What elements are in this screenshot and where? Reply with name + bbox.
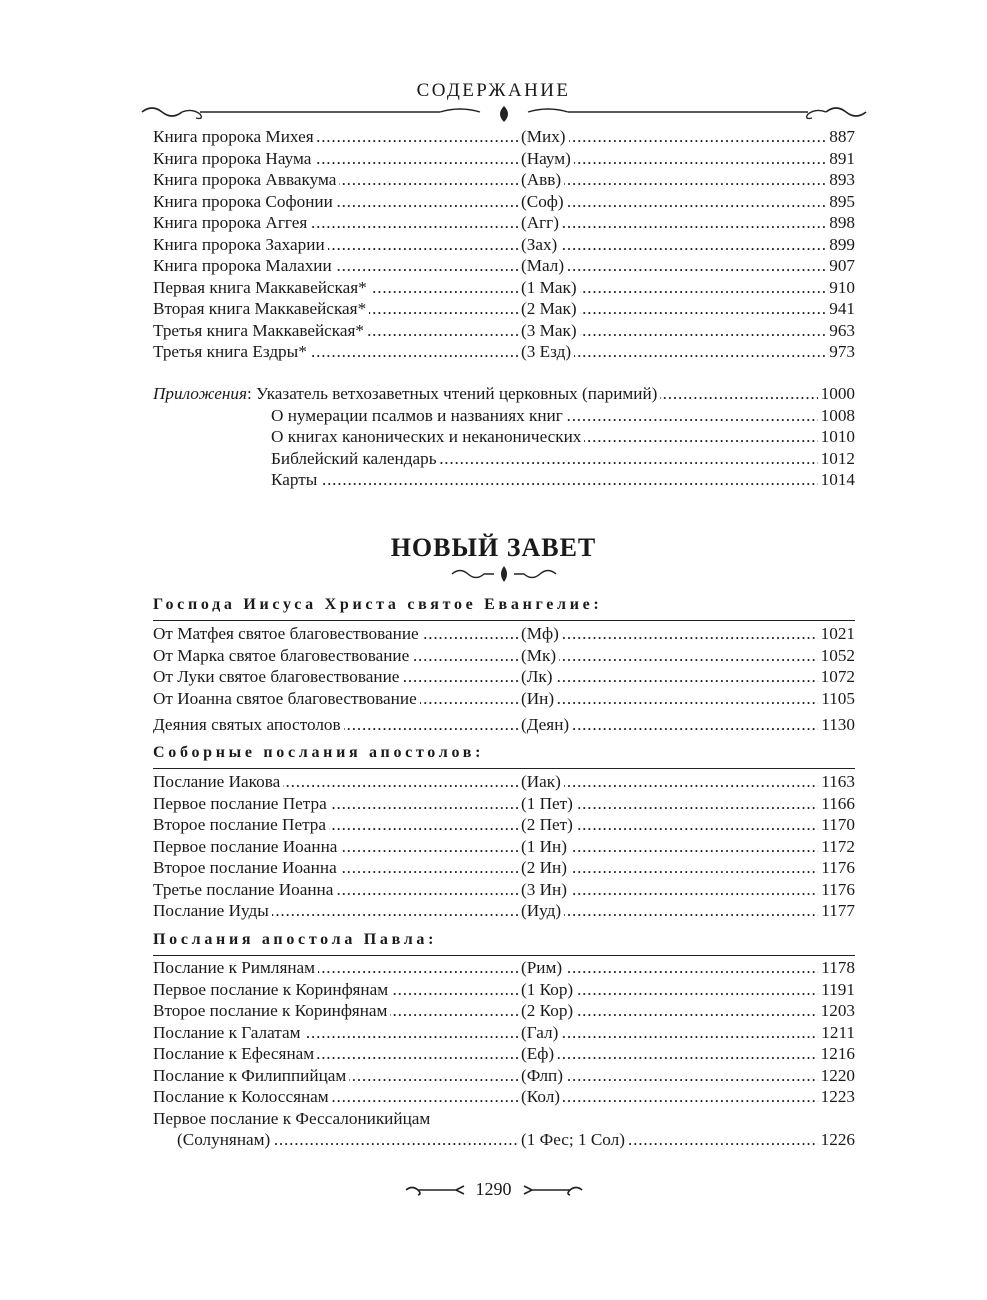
toc-entry xyxy=(153,836,855,858)
entry-page: 1163 xyxy=(818,771,855,793)
entry-title: Послание к Филиппийцам xyxy=(153,1065,349,1087)
catholic-epistles-heading: Соборные послания апостолов: xyxy=(153,744,485,761)
entry-abbreviation: (Иак) xyxy=(521,771,564,793)
entry-page: 1010 xyxy=(818,426,855,448)
entry-abbreviation: (Лк) xyxy=(521,666,555,688)
dot-leader xyxy=(521,879,855,901)
pauline-epistles-list xyxy=(153,957,855,1151)
entry-title: От Луки святое благовествование xyxy=(153,666,402,688)
entry-title: Указатель ветхозаветных чтений церковных (паримий) xyxy=(256,384,658,403)
toc-entry-multiline-cont xyxy=(153,1129,855,1151)
entry-page: 1176 xyxy=(818,879,855,901)
acts-entry-block xyxy=(153,714,855,736)
dot-leader xyxy=(521,212,855,234)
entry-page: 895 xyxy=(826,191,855,213)
entry-title: Первая книга Маккавейская* xyxy=(153,277,370,299)
entry-abbreviation: (Наум) xyxy=(521,148,574,170)
entry-abbreviation: (Гал) xyxy=(521,1022,561,1044)
new-testament-title: НОВЫЙ ЗАВЕТ xyxy=(390,533,597,562)
entry-page: 1130 xyxy=(818,714,855,736)
catholic-epistles-rule xyxy=(153,768,855,769)
entry-title: Первое послание к Коринфянам xyxy=(153,979,391,1001)
entry-abbreviation: (Иуд) xyxy=(521,900,564,922)
dot-leader xyxy=(521,1065,855,1087)
entry-title: Книга пророка Наума xyxy=(153,148,314,170)
entry-page: 1052 xyxy=(818,645,855,667)
dot-leader xyxy=(521,957,855,979)
entry-page: 910 xyxy=(826,277,855,299)
entry-abbreviation: (Зах) xyxy=(521,234,560,256)
appendix-entry xyxy=(153,448,855,470)
entry-abbreviation: (Флп) xyxy=(521,1065,566,1087)
toc-entry xyxy=(153,126,855,148)
dot-leader xyxy=(521,857,855,879)
gospels-list xyxy=(153,623,855,709)
entry-title: Второе послание Петра xyxy=(153,814,329,836)
entry-title: Второе послание к Коринфянам xyxy=(153,1000,390,1022)
entry-page: 941 xyxy=(826,298,855,320)
dot-leader xyxy=(521,1086,855,1108)
toc-entry xyxy=(153,1065,855,1087)
entry-abbreviation: (Кол) xyxy=(521,1086,563,1108)
entry-title: О книгах канонических и неканонических xyxy=(271,426,584,448)
toc-entry xyxy=(153,771,855,793)
entry-page: 1012 xyxy=(818,448,855,470)
toc-entry xyxy=(153,1000,855,1022)
entry-title: Первое послание Петра xyxy=(153,793,330,815)
dot-leader xyxy=(521,1043,855,1065)
entry-title-line2: (Солунянам) xyxy=(177,1129,273,1151)
dot-leader xyxy=(521,126,855,148)
entry-abbreviation: (Деян) xyxy=(521,714,572,736)
entry-abbreviation: (1 Кор) xyxy=(521,979,576,1001)
dot-leader xyxy=(521,234,855,256)
entry-page: 1166 xyxy=(818,793,855,815)
toc-entry xyxy=(153,957,855,979)
entry-title: Книга пророка Софонии xyxy=(153,191,336,213)
entry-title: Книга пророка Аввакума xyxy=(153,169,339,191)
entry-abbreviation: (Ин) xyxy=(521,688,557,710)
entry-page: 887 xyxy=(826,126,855,148)
entry-page: 1176 xyxy=(818,857,855,879)
dot-leader xyxy=(521,666,855,688)
appendix-entry xyxy=(153,469,855,491)
entry-title: Деяния святых апостолов xyxy=(153,714,344,736)
old-testament-entries xyxy=(153,126,855,363)
toc-entry xyxy=(153,623,855,645)
dot-leader xyxy=(521,169,855,191)
entry-abbreviation: (Мф) xyxy=(521,623,562,645)
entry-abbreviation: (Рим) xyxy=(521,957,565,979)
entry-abbreviation: (2 Ин) xyxy=(521,857,570,879)
entry-page: 1000 xyxy=(818,383,855,405)
folio-ornament-left-icon xyxy=(404,1183,466,1197)
toc-entry xyxy=(153,979,855,1001)
entry-title: Карты xyxy=(271,469,320,491)
entry-page: 1211 xyxy=(818,1022,855,1044)
entry-page: 1178 xyxy=(818,957,855,979)
pauline-epistles-rule xyxy=(153,955,855,956)
entry-abbreviation: (Еф) xyxy=(521,1043,557,1065)
entry-abbreviation: (2 Мак) xyxy=(521,298,580,320)
entry-page: 893 xyxy=(826,169,855,191)
toc-entry xyxy=(153,879,855,901)
entry-abbreviation: (Мих) xyxy=(521,126,569,148)
entry-abbreviation: (1 Мак) xyxy=(521,277,580,299)
toc-entry xyxy=(153,1086,855,1108)
entry-page: 898 xyxy=(826,212,855,234)
entry-page: 1014 xyxy=(818,469,855,491)
entry-abbreviation: (Мал) xyxy=(521,255,567,277)
toc-entry xyxy=(153,320,855,342)
toc-entry xyxy=(153,255,855,277)
entry-title: Книга пророка Михея xyxy=(153,126,317,148)
dot-leader xyxy=(521,771,855,793)
entry-title: Второе послание Иоанна xyxy=(153,857,340,879)
entry-page: 1191 xyxy=(818,979,855,1001)
toc-entry xyxy=(153,212,855,234)
entry-title: От Иоанна святое благовествование xyxy=(153,688,420,710)
entry-page: 907 xyxy=(826,255,855,277)
entry-page: 1021 xyxy=(818,623,855,645)
toc-entry xyxy=(153,714,855,736)
gospels-heading: Господа Иисуса Христа святое Евангелие: xyxy=(153,596,603,613)
toc-entry xyxy=(153,900,855,922)
entry-title: О нумерации псалмов и названиях книг xyxy=(271,405,566,427)
toc-entry xyxy=(153,234,855,256)
toc-entry xyxy=(153,169,855,191)
entry-abbreviation: (Агг) xyxy=(521,212,562,234)
dot-leader xyxy=(521,900,855,922)
entry-title: Третья книга Маккавейская* xyxy=(153,320,367,342)
dot-leader xyxy=(521,836,855,858)
dot-leader xyxy=(521,191,855,213)
appendix-entry xyxy=(153,405,855,427)
toc-entry-multiline xyxy=(153,1108,855,1130)
entry-page: 1008 xyxy=(818,405,855,427)
entry-title: Послание Иуды xyxy=(153,900,272,922)
entry-page: 1216 xyxy=(818,1043,855,1065)
toc-entry xyxy=(153,298,855,320)
toc-entry xyxy=(153,645,855,667)
section-ornament xyxy=(448,563,560,585)
toc-entry xyxy=(153,191,855,213)
entry-title: От Матфея святое благовествование xyxy=(153,623,422,645)
dot-leader xyxy=(521,1022,855,1044)
entry-page: 1172 xyxy=(818,836,855,858)
entry-page: 1105 xyxy=(818,688,855,710)
entry-title: Вторая книга Маккавейская* xyxy=(153,298,369,320)
dot-leader xyxy=(521,688,855,710)
pauline-epistles-heading: Послания апостола Павла: xyxy=(153,931,438,948)
entry-page: 1226 xyxy=(818,1129,855,1151)
entry-abbreviation: (1 Фес; 1 Сол) xyxy=(521,1129,628,1151)
entry-page: 1072 xyxy=(818,666,855,688)
entry-page: 1220 xyxy=(818,1065,855,1087)
entry-page: 1170 xyxy=(818,814,855,836)
entry-page: 899 xyxy=(826,234,855,256)
entry-abbreviation: (3 Мак) xyxy=(521,320,580,342)
entry-title: Послание к Колоссянам xyxy=(153,1086,332,1108)
dot-leader xyxy=(521,255,855,277)
toc-entry xyxy=(153,857,855,879)
entry-page: 1203 xyxy=(818,1000,855,1022)
toc-entry xyxy=(153,277,855,299)
toc-entry xyxy=(153,1022,855,1044)
entry-title-line1: Первое послание к Фессалоникийцам xyxy=(153,1108,433,1130)
entry-title: Послание Иакова xyxy=(153,771,283,793)
entry-abbreviation: (3 Ин) xyxy=(521,879,570,901)
folio-ornament-right-icon xyxy=(522,1183,584,1197)
gospels-rule xyxy=(153,620,855,621)
toc-entry xyxy=(153,814,855,836)
toc-entry xyxy=(153,666,855,688)
header-ornament-rule xyxy=(140,100,868,124)
entry-abbreviation: (2 Кор) xyxy=(521,1000,576,1022)
running-head: СОДЕРЖАНИЕ xyxy=(416,80,571,101)
dot-leader xyxy=(521,645,855,667)
entry-abbreviation: (1 Ин) xyxy=(521,836,570,858)
appendix-entry xyxy=(153,383,855,405)
entry-title: Библейский календарь xyxy=(271,448,440,470)
toc-entry xyxy=(153,793,855,815)
entry-page: 891 xyxy=(826,148,855,170)
toc-entry xyxy=(153,688,855,710)
page-folio xyxy=(0,1178,987,1200)
toc-entry xyxy=(153,1043,855,1065)
entry-title: Послание к Галатам xyxy=(153,1022,304,1044)
entry-abbreviation: (Соф) xyxy=(521,191,567,213)
catholic-epistles-list xyxy=(153,771,855,922)
entry-title: Первое послание Иоанна xyxy=(153,836,340,858)
entry-abbreviation: (2 Пет) xyxy=(521,814,576,836)
entry-title: Третья книга Ездры* xyxy=(153,341,310,363)
entry-page: 1177 xyxy=(818,900,855,922)
entry-title: От Марка святое благовествование xyxy=(153,645,412,667)
entry-abbreviation: (1 Пет) xyxy=(521,793,576,815)
entry-title: Книга пророка Аггея xyxy=(153,212,310,234)
entry-page: 973 xyxy=(826,341,855,363)
toc-entry xyxy=(153,341,855,363)
appendices-list xyxy=(153,383,855,491)
entry-page: 963 xyxy=(826,320,855,342)
entry-abbreviation: (Авв) xyxy=(521,169,564,191)
toc-entry xyxy=(153,148,855,170)
entry-abbreviation: (3 Езд) xyxy=(521,341,574,363)
page-number: 1290 xyxy=(475,1179,512,1200)
dot-leader xyxy=(271,469,855,491)
entry-title: Книга пророка Захарии xyxy=(153,234,328,256)
appendices-label: Приложения xyxy=(153,384,247,403)
entry-abbreviation: (Мк) xyxy=(521,645,559,667)
entry-title: Книга пророка Малахии xyxy=(153,255,335,277)
appendix-entry xyxy=(153,426,855,448)
entry-page: 1223 xyxy=(818,1086,855,1108)
entry-title: Послание к Римлянам xyxy=(153,957,318,979)
entry-title: Третье послание Иоанна xyxy=(153,879,336,901)
dot-leader xyxy=(521,623,855,645)
entry-title: Послание к Ефесянам xyxy=(153,1043,317,1065)
appendix-first-entry: Приложения: Указатель ветхозаветных чтений церковных (паримий) xyxy=(153,383,660,405)
